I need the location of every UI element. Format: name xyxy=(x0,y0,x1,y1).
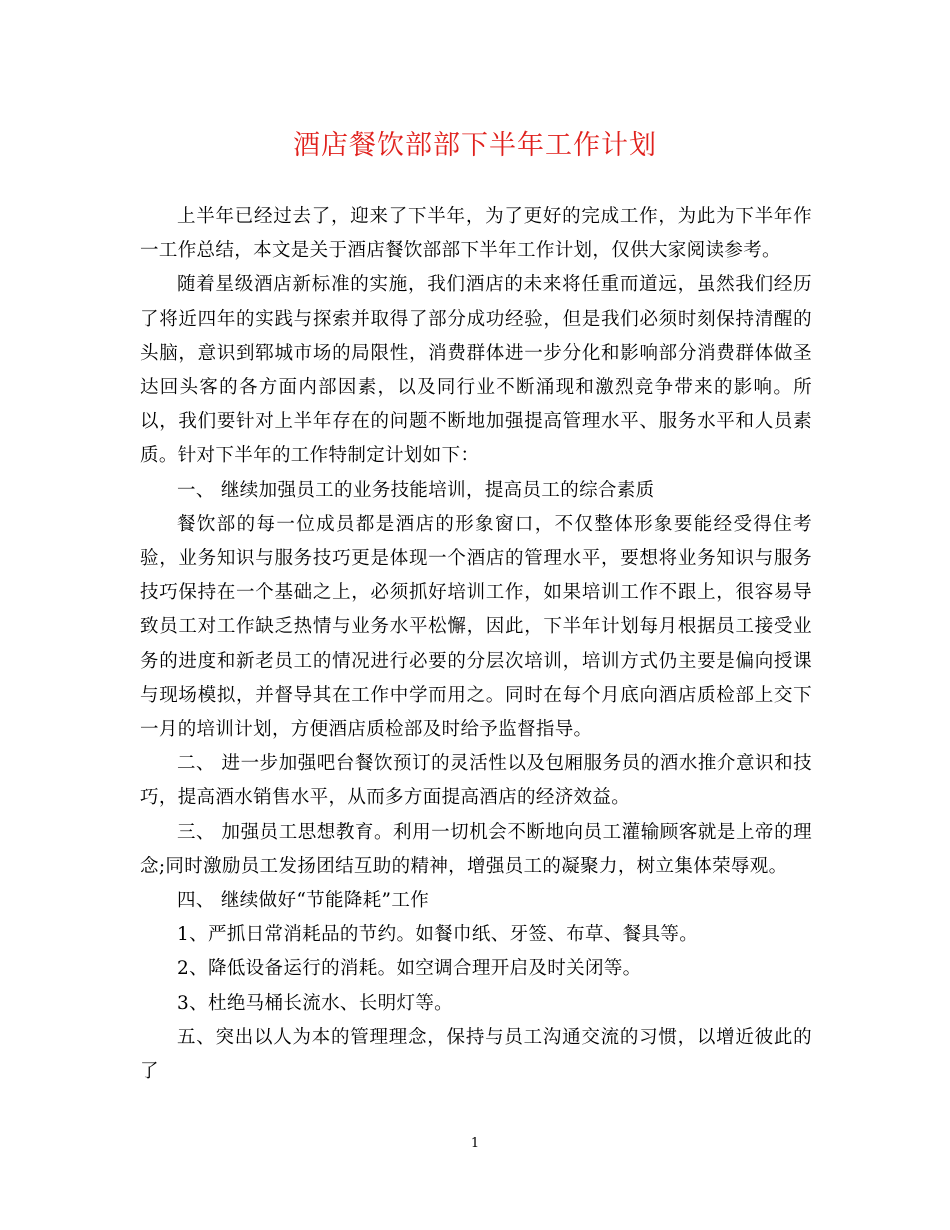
paragraph-background: 随着星级酒店新标准的实施，我们酒店的未来将任重而道远，虽然我们经历了将近四年的实践与探索并取得了部分成功经验，但是我们必须时刻保持清醒的头脑，意识到郓城市场的局限性，消费群体进一步分化和影响部分消费群体做圣达回头客的各方面内部因素，以及同行业不断涌现和激烈竞争带来的影响。所以，我们要针对上半年存在的问题不断地加强提高管理水平、服务水平和人员素质。针对下半年的工作特制定计划如下： xyxy=(140,274,812,467)
document-title: 酒店餐饮部部下半年工作计划 xyxy=(293,130,657,161)
section-heading-5: 五、突出以人为本的管理理念，保持与员工沟通交流的习惯，以增近彼此的了 xyxy=(140,1026,812,1083)
paragraph-training: 餐饮部的每一位成员都是酒店的形象窗口，不仅整体形象要能经受得住考验，业务知识与服务技巧更是体现一个酒店的管理水平，要想将业务知识与服务技巧保持在一个基础之上，必须抓好培训工作，如果培训工作不跟上，很容易导致员工对工作缺乏热情与业务水平松懈，因此，下半年计划每月根据员工接受业务的进度和新老员工的情况进行必要的分层次培训，培训方式仍主要是偏向授课与现场模拟，并督导其在工作中学而用之。同时在每个月底向酒店质检部上交下一月的培训计划，方便酒店质检部及时给予监督指导。 xyxy=(140,513,812,741)
section-heading-2: 二、 进一步加强吧台餐饮预订的灵活性以及包厢服务员的酒水推介意识和技巧，提高酒水销售水平，从而多方面提高酒店的经济效益。 xyxy=(140,753,812,809)
list-item-1: 1、严抓日常消耗品的节约。如餐巾纸、牙签、布草、餐具等。 xyxy=(177,924,699,946)
list-item-3: 3、杜绝马桶长流水、长明灯等。 xyxy=(177,992,454,1014)
page-number: 1 xyxy=(470,1136,480,1151)
list-item-2: 2、降低设备运行的消耗。如空调合理开启及时关闭等。 xyxy=(177,958,642,980)
document-body xyxy=(140,200,812,1089)
section-heading-4: 四、 继续做好“节能降耗”工作 xyxy=(177,890,430,912)
paragraph-intro: 上半年已经过去了，迎来了下半年，为了更好的完成工作，为此为下半年作一工作总结，本文是关于酒店餐饮部部下半年工作计划，仅供大家阅读参考。 xyxy=(140,206,812,262)
section-heading-1: 一、 继续加强员工的业务技能培训，提高员工的综合素质 xyxy=(177,479,655,501)
section-heading-3: 三、 加强员工思想教育。利用一切机会不断地向员工灌输顾客就是上帝的理念;同时激励员工发扬团结互助的精神，增强员工的凝聚力，树立集体荣辱观。 xyxy=(140,821,812,877)
